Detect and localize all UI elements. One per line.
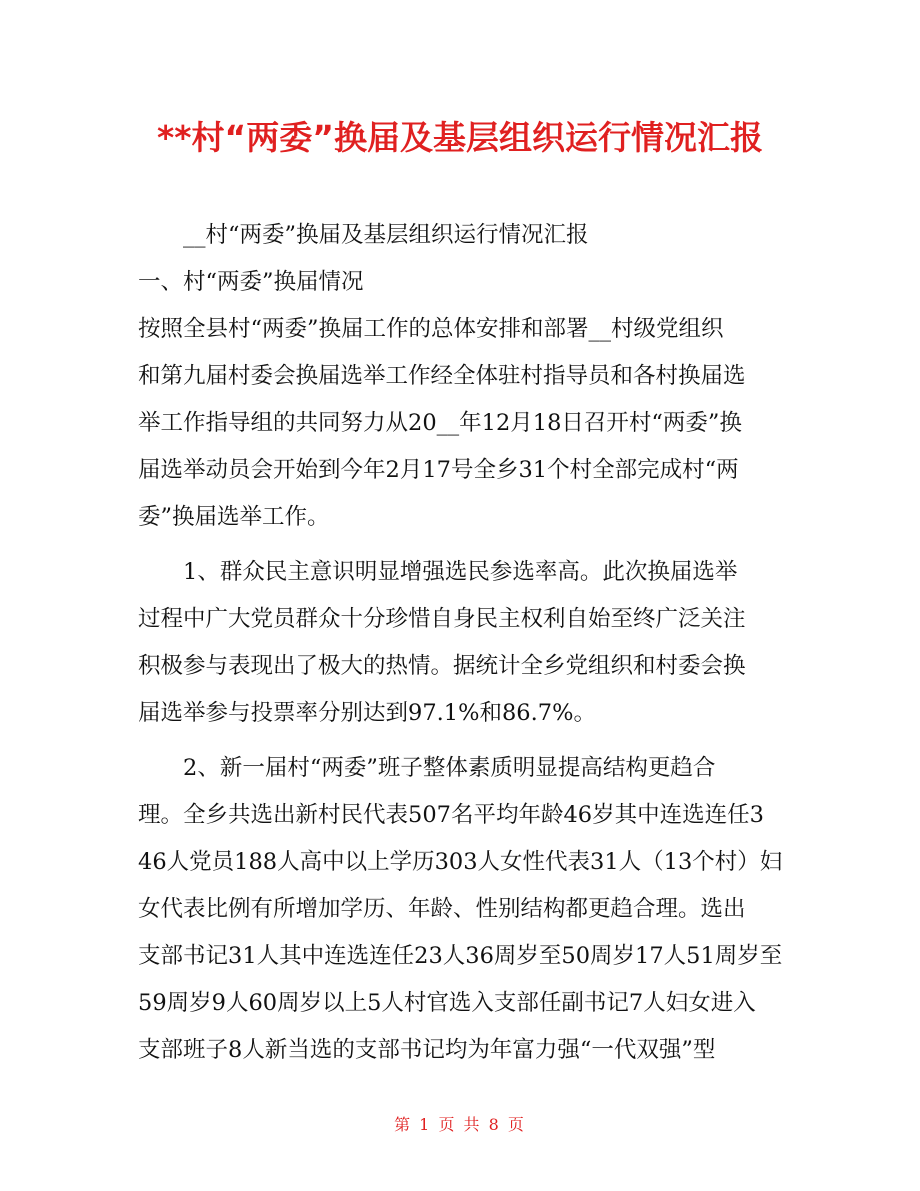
paragraph-line: 1、群众民主意识明显增强选民参选率高。此次换届选举 bbox=[183, 559, 738, 585]
paragraph-line: 届选举动员会开始到今年2月17号全乡31个村全部完成村“两 bbox=[138, 457, 739, 483]
paragraph-line: 委”换届选举工作。 bbox=[138, 504, 330, 530]
paragraph-line: 支部班子8人新当选的支部书记均为年富力强“一代双强”型 bbox=[138, 1037, 716, 1063]
paragraph-3 bbox=[138, 745, 784, 1074]
paragraph-line: 按照全县村“两委”换届工作的总体安排和部署__村级党组织 bbox=[138, 316, 724, 342]
paragraph-line: 和第九届村委会换届选举工作经全体驻村指导员和各村换届选 bbox=[138, 363, 746, 389]
paragraph-line: 支部书记31人其中连选连任23人36周岁至50周岁17人51周岁至 bbox=[138, 943, 783, 969]
paragraph-line: 59周岁9人60周岁以上5人村官选入支部任副书记7人妇女进入 bbox=[138, 990, 756, 1016]
paragraph-line: 46人党员188人高中以上学历303人女性代表31人（13个村）妇 bbox=[138, 849, 783, 875]
page-number-footer: 第 1 页 共 8 页 bbox=[394, 1115, 526, 1134]
section-heading: 一、村“两委”换届情况 bbox=[138, 269, 364, 295]
paragraph-line: 过程中广大党员群众十分珍惜自身民主权利自始至终广泛关注 bbox=[138, 606, 746, 632]
paragraph-line: 女代表比例有所增加学历、年龄、性别结构都更趋合理。选出 bbox=[138, 896, 746, 922]
paragraph-line: 届选举参与投票率分别达到97.1%和86.7%。 bbox=[138, 700, 596, 726]
paragraph-line: 2、新一届村“两委”班子整体素质明显提高结构更趋合 bbox=[183, 755, 716, 781]
document-title: **村“两委”换届及基层组织运行情况汇报 bbox=[157, 118, 763, 157]
paragraph-line: 理。全乡共选出新村民代表507名平均年龄46岁其中连选连任3 bbox=[138, 802, 764, 828]
document-subtitle: __村“两委”换届及基层组织运行情况汇报 bbox=[183, 222, 589, 248]
paragraph-1 bbox=[138, 306, 784, 541]
paragraph-2 bbox=[138, 549, 784, 737]
paragraph-line: 举工作指导组的共同努力从20__年12月18日召开村“两委”换 bbox=[138, 410, 742, 436]
paragraph-line: 积极参与表现出了极大的热情。据统计全乡党组织和村委会换 bbox=[138, 653, 746, 679]
document-body bbox=[138, 212, 784, 1074]
